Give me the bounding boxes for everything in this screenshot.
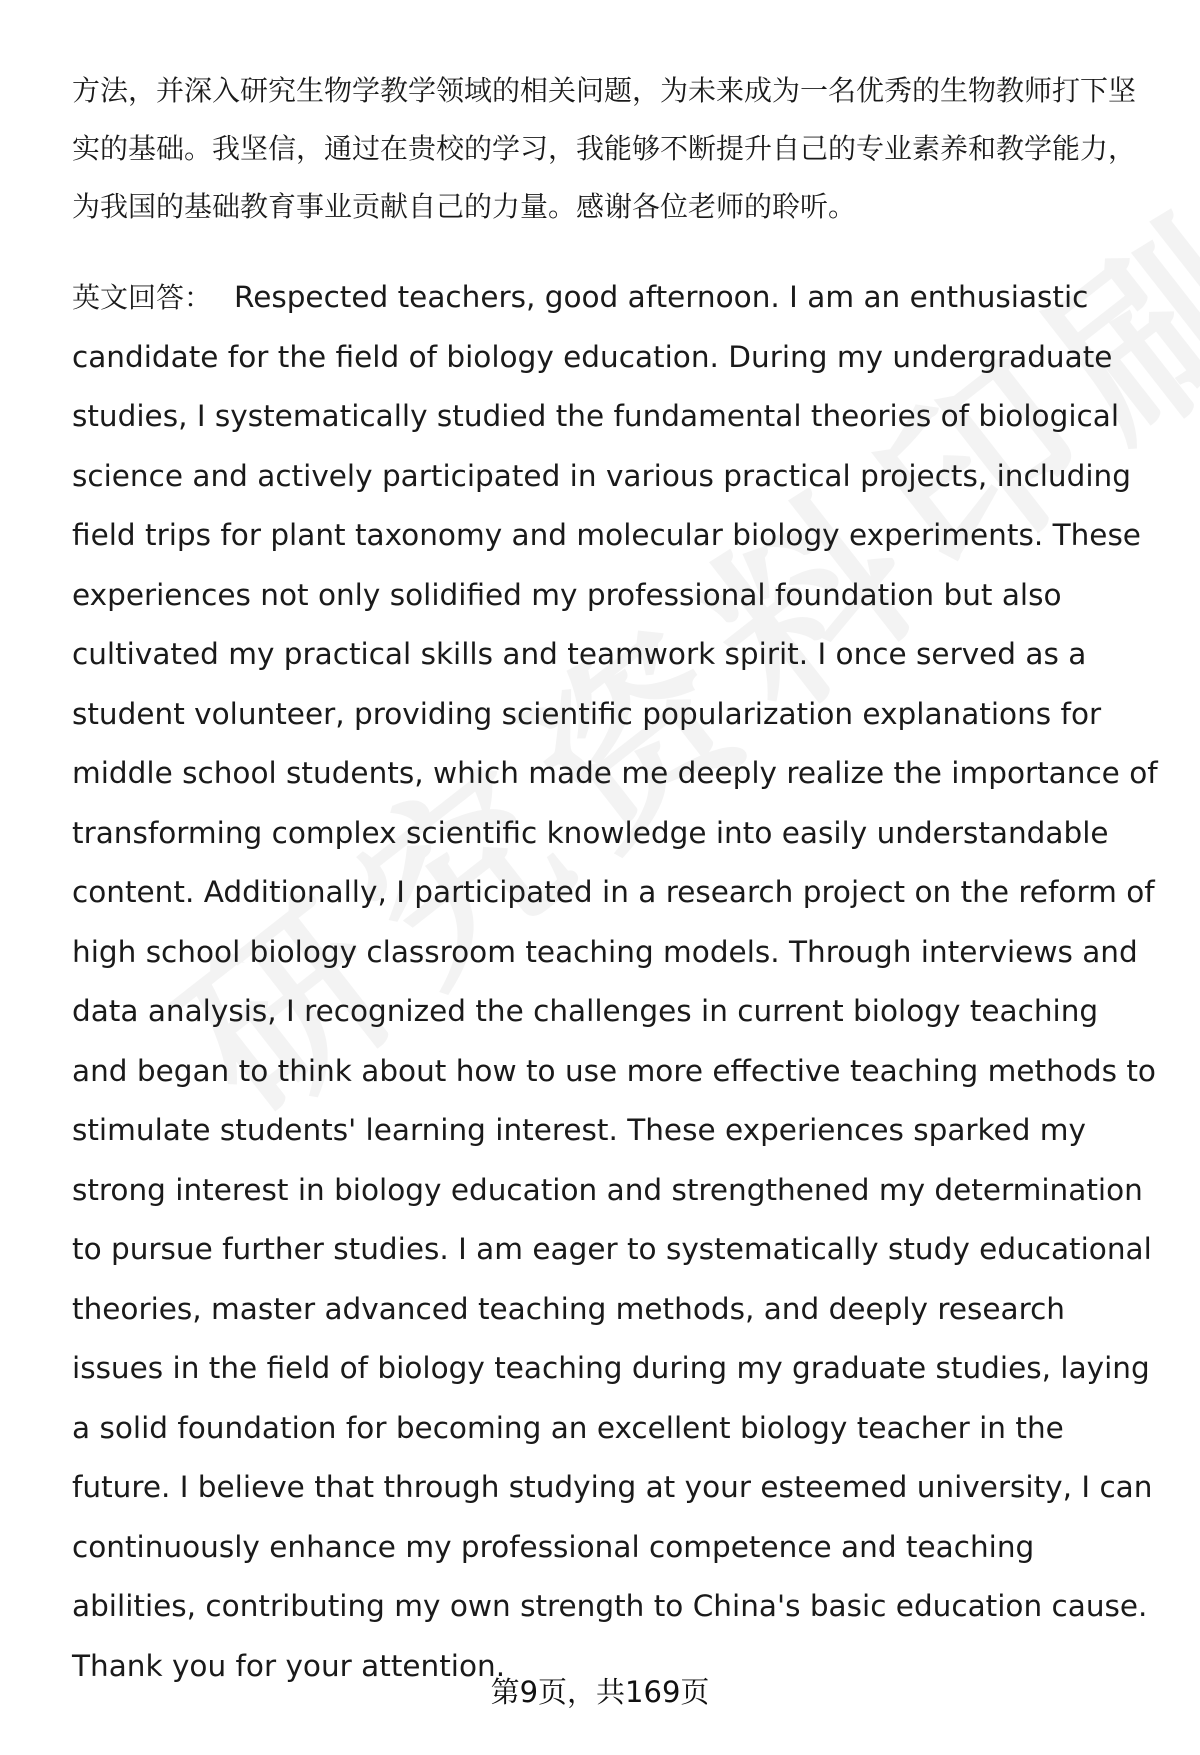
page-number-footer: 第9页，共169页 <box>490 1675 710 1709</box>
english-answer-paragraph <box>72 268 1162 1696</box>
chinese-answer-continuation: 方法，并深入研究生物学教学领域的相关问题，为未来成为一名优秀的生物教师打下坚实的基础。我坚信，通过在贵校的学习，我能够不断提升自己的专业素养和教学能力，为我国的基础教育事业贡献自己的力量。感谢各位老师的聆听。 <box>72 74 1137 223</box>
english-answer-text: Respected teachers, good afternoon. I am an enthusiastic candidate for the field of biology education. During my undergraduate studies, I systematically studied the fundamental theories of biological science and actively participated in various practical projects, including field trips for plant taxonomy and molecular biology experiments. These experiences not only solidified my professional foundation but also cultivated my practical skills and teamwork spirit. I once served as a student volunteer, providing scientific popularization explanations for middle school students, which made me deeply realize the importance of transforming complex scientific knowledge into easily understandable content. Additionally, I participated in a research project on the reform of high school biology classroom teaching models. Through interviews and data analysis, I recognized the challenges in current biology teaching and began to think about how to use more effective teaching methods to stimulate students' learning interest. These experiences sparked my strong interest in biology education and strengthened my determination to pursue further studies. I am eager to systematically study educational theories, master advanced teaching methods, and deeply research issues in the field of biology teaching during my graduate studies, laying a solid foundation for becoming an excellent biology teacher in the future. I believe that through studying at your esteemed university, I can continuously enhance my professional competence and teaching abilities, contributing my own strength to China's basic education cause. Thank you for your attention. <box>72 280 1158 1683</box>
english-answer-label: 英文回答： <box>72 281 213 314</box>
